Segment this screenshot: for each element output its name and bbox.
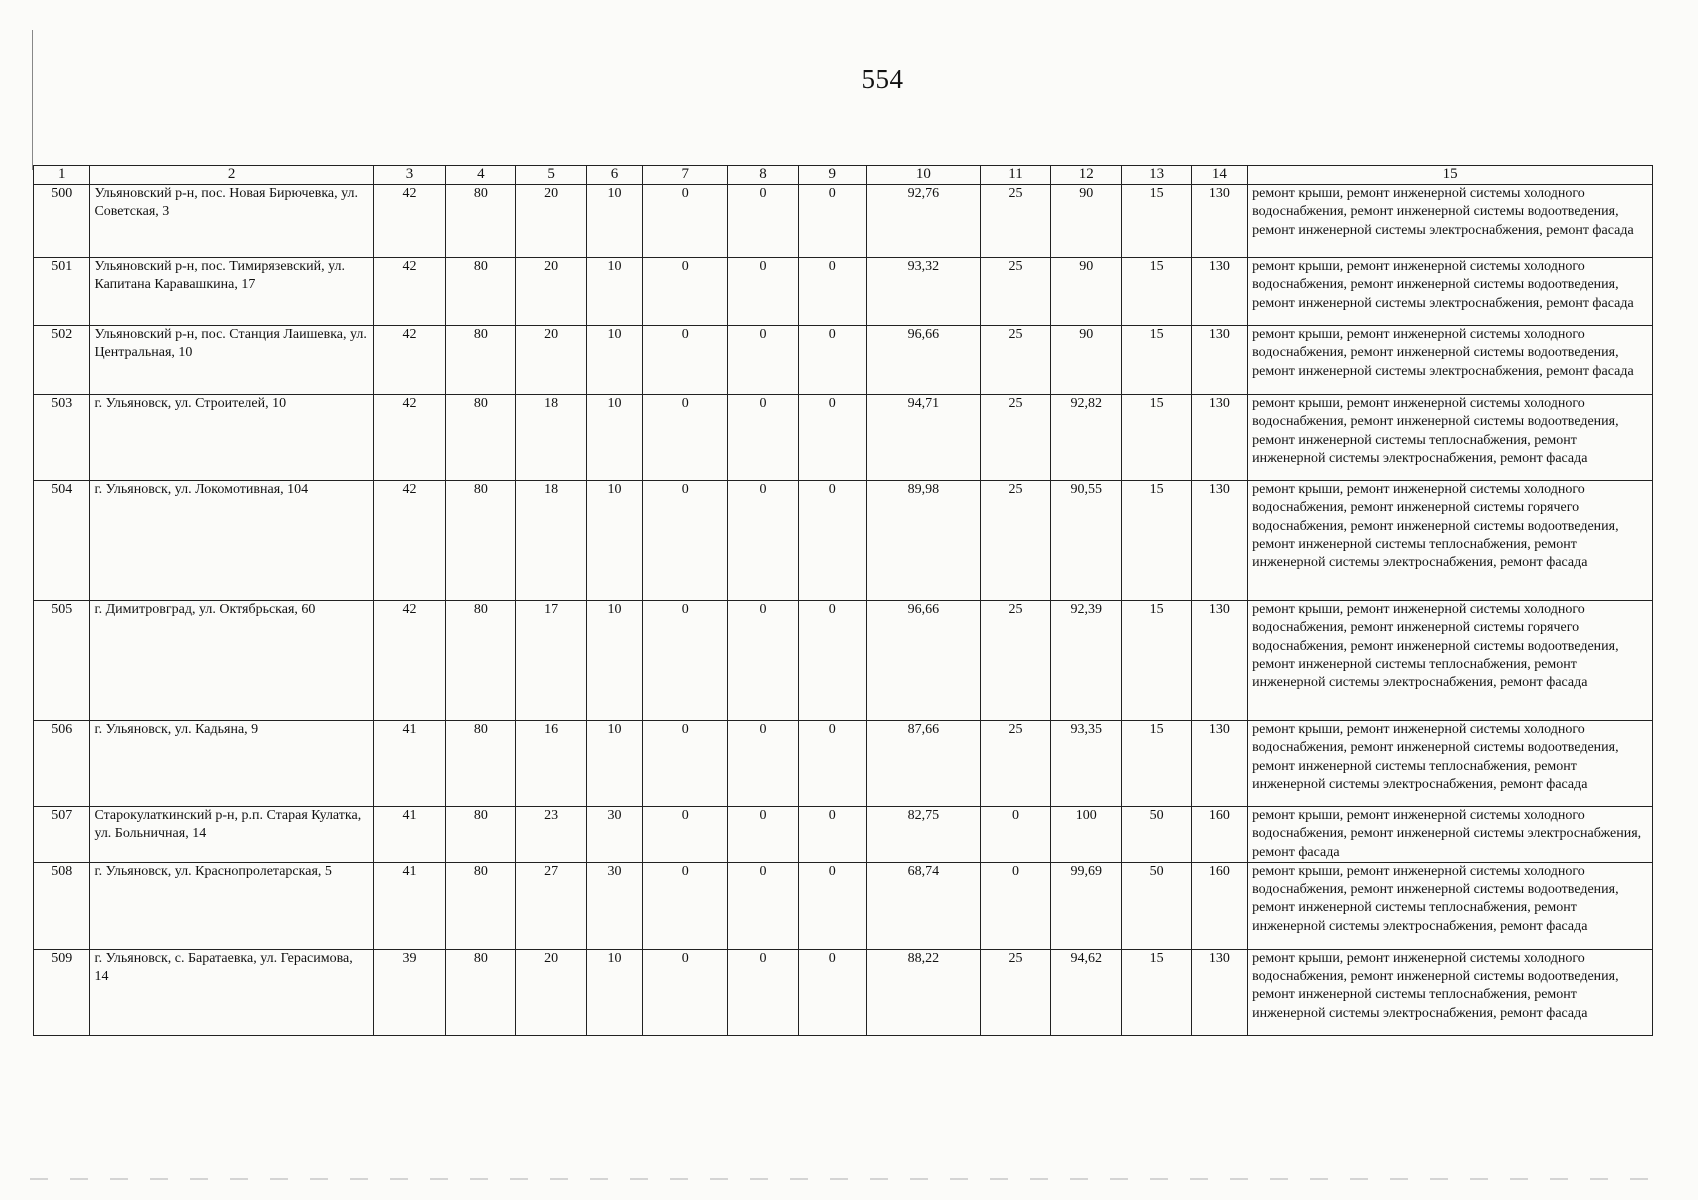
works-list: ремонт крыши, ремонт инженерной системы холодного водоснабжения, ремонт инженерной системы водоотведения, ремонт инженерной системы теплоснабжения, ремонт инженерной системы электроснабжения, ремонт фасада xyxy=(1248,949,1653,1035)
value-col-14: 130 xyxy=(1191,395,1247,481)
value-col-7: 0 xyxy=(643,395,728,481)
value-col-13: 15 xyxy=(1122,395,1191,481)
value-col-4: 80 xyxy=(446,481,516,601)
value-col-13: 15 xyxy=(1122,185,1191,258)
works-list: ремонт крыши, ремонт инженерной системы холодного водоснабжения, ремонт инженерной системы водоотведения, ремонт инженерной системы теплоснабжения, ремонт инженерной системы электроснабжения, ремонт фасада xyxy=(1248,721,1653,807)
column-header: 8 xyxy=(728,166,798,185)
value-col-7: 0 xyxy=(643,862,728,949)
value-col-5: 16 xyxy=(516,721,586,807)
value-col-6: 10 xyxy=(586,481,642,601)
value-col-7: 0 xyxy=(643,949,728,1035)
value-col-13: 50 xyxy=(1122,807,1191,863)
column-header: 2 xyxy=(90,166,373,185)
value-col-9: 0 xyxy=(798,326,866,395)
value-col-8: 0 xyxy=(728,326,798,395)
value-col-9: 0 xyxy=(798,862,866,949)
value-col-9: 0 xyxy=(798,258,866,326)
row-number: 509 xyxy=(34,949,90,1035)
column-header: 3 xyxy=(373,166,445,185)
value-col-12: 93,35 xyxy=(1051,721,1122,807)
value-col-14: 130 xyxy=(1191,481,1247,601)
margin-rule xyxy=(32,30,33,170)
value-col-6: 10 xyxy=(586,326,642,395)
table-row xyxy=(34,949,1653,1035)
value-col-3: 42 xyxy=(373,326,445,395)
value-col-4: 80 xyxy=(446,807,516,863)
column-header: 7 xyxy=(643,166,728,185)
value-col-11: 25 xyxy=(980,721,1050,807)
value-col-13: 15 xyxy=(1122,601,1191,721)
value-col-5: 23 xyxy=(516,807,586,863)
address: г. Ульяновск, ул. Краснопролетарская, 5 xyxy=(90,862,373,949)
value-col-11: 25 xyxy=(980,258,1050,326)
value-col-4: 80 xyxy=(446,949,516,1035)
value-col-8: 0 xyxy=(728,601,798,721)
value-col-6: 10 xyxy=(586,395,642,481)
value-col-8: 0 xyxy=(728,481,798,601)
value-col-6: 10 xyxy=(586,721,642,807)
column-header: 15 xyxy=(1248,166,1653,185)
row-number: 508 xyxy=(34,862,90,949)
value-col-10: 93,32 xyxy=(866,258,980,326)
value-col-10: 68,74 xyxy=(866,862,980,949)
address: Ульяновский р-н, пос. Новая Бирючевка, ул. Советская, 3 xyxy=(90,185,373,258)
value-col-3: 42 xyxy=(373,185,445,258)
works-list: ремонт крыши, ремонт инженерной системы холодного водоснабжения, ремонт инженерной системы водоотведения, ремонт инженерной системы теплоснабжения, ремонт инженерной системы электроснабжения, ремонт фасада xyxy=(1248,862,1653,949)
address: г. Ульяновск, ул. Кадьяна, 9 xyxy=(90,721,373,807)
value-col-4: 80 xyxy=(446,326,516,395)
table-row xyxy=(34,395,1653,481)
value-col-10: 82,75 xyxy=(866,807,980,863)
value-col-8: 0 xyxy=(728,185,798,258)
value-col-8: 0 xyxy=(728,862,798,949)
value-col-11: 25 xyxy=(980,949,1050,1035)
value-col-14: 130 xyxy=(1191,721,1247,807)
value-col-5: 20 xyxy=(516,185,586,258)
value-col-8: 0 xyxy=(728,721,798,807)
value-col-3: 42 xyxy=(373,258,445,326)
value-col-14: 160 xyxy=(1191,862,1247,949)
value-col-14: 130 xyxy=(1191,949,1247,1035)
value-col-10: 96,66 xyxy=(866,601,980,721)
value-col-10: 92,76 xyxy=(866,185,980,258)
row-number: 500 xyxy=(34,185,90,258)
value-col-5: 20 xyxy=(516,258,586,326)
value-col-7: 0 xyxy=(643,185,728,258)
row-number: 504 xyxy=(34,481,90,601)
value-col-9: 0 xyxy=(798,807,866,863)
works-list: ремонт крыши, ремонт инженерной системы холодного водоснабжения, ремонт инженерной системы водоотведения, ремонт инженерной системы электроснабжения, ремонт фасада xyxy=(1248,258,1653,326)
value-col-6: 10 xyxy=(586,258,642,326)
works-list: ремонт крыши, ремонт инженерной системы холодного водоснабжения, ремонт инженерной системы электроснабжения, ремонт фасада xyxy=(1248,807,1653,863)
value-col-11: 25 xyxy=(980,326,1050,395)
value-col-6: 30 xyxy=(586,862,642,949)
value-col-12: 92,39 xyxy=(1051,601,1122,721)
row-number: 503 xyxy=(34,395,90,481)
value-col-9: 0 xyxy=(798,601,866,721)
table-row xyxy=(34,258,1653,326)
column-header: 13 xyxy=(1122,166,1191,185)
table-row xyxy=(34,601,1653,721)
value-col-3: 42 xyxy=(373,601,445,721)
address: г. Ульяновск, с. Баратаевка, ул. Герасимова, 14 xyxy=(90,949,373,1035)
value-col-13: 15 xyxy=(1122,481,1191,601)
value-col-8: 0 xyxy=(728,395,798,481)
column-header: 6 xyxy=(586,166,642,185)
value-col-5: 17 xyxy=(516,601,586,721)
table-row xyxy=(34,185,1653,258)
value-col-9: 0 xyxy=(798,721,866,807)
value-col-12: 90,55 xyxy=(1051,481,1122,601)
value-col-11: 25 xyxy=(980,481,1050,601)
table-row xyxy=(34,481,1653,601)
value-col-9: 0 xyxy=(798,949,866,1035)
value-col-7: 0 xyxy=(643,807,728,863)
table-row xyxy=(34,326,1653,395)
column-header: 12 xyxy=(1051,166,1122,185)
value-col-5: 20 xyxy=(516,326,586,395)
value-col-11: 0 xyxy=(980,862,1050,949)
address: г. Димитровград, ул. Октябрьская, 60 xyxy=(90,601,373,721)
header-row xyxy=(34,166,1653,185)
value-col-12: 94,62 xyxy=(1051,949,1122,1035)
row-number: 507 xyxy=(34,807,90,863)
value-col-3: 39 xyxy=(373,949,445,1035)
works-list: ремонт крыши, ремонт инженерной системы холодного водоснабжения, ремонт инженерной системы горячего водоснабжения, ремонт инженерной системы водоотведения, ремонт инженерной системы теплоснабжения, ремонт инженерной системы электроснабжения, ремонт фасада xyxy=(1248,601,1653,721)
value-col-8: 0 xyxy=(728,258,798,326)
value-col-10: 94,71 xyxy=(866,395,980,481)
value-col-12: 90 xyxy=(1051,258,1122,326)
value-col-12: 100 xyxy=(1051,807,1122,863)
value-col-4: 80 xyxy=(446,721,516,807)
value-col-8: 0 xyxy=(728,949,798,1035)
address: г. Ульяновск, ул. Локомотивная, 104 xyxy=(90,481,373,601)
works-list: ремонт крыши, ремонт инженерной системы холодного водоснабжения, ремонт инженерной системы водоотведения, ремонт инженерной системы электроснабжения, ремонт фасада xyxy=(1248,185,1653,258)
column-header: 11 xyxy=(980,166,1050,185)
value-col-14: 160 xyxy=(1191,807,1247,863)
value-col-6: 10 xyxy=(586,185,642,258)
value-col-8: 0 xyxy=(728,807,798,863)
value-col-9: 0 xyxy=(798,481,866,601)
value-col-3: 41 xyxy=(373,862,445,949)
table-row xyxy=(34,862,1653,949)
value-col-12: 92,82 xyxy=(1051,395,1122,481)
value-col-5: 27 xyxy=(516,862,586,949)
value-col-5: 18 xyxy=(516,395,586,481)
value-col-5: 18 xyxy=(516,481,586,601)
row-number: 501 xyxy=(34,258,90,326)
table-row xyxy=(34,807,1653,863)
value-col-7: 0 xyxy=(643,481,728,601)
works-list: ремонт крыши, ремонт инженерной системы холодного водоснабжения, ремонт инженерной системы водоотведения, ремонт инженерной системы теплоснабжения, ремонт инженерной системы электроснабжения, ремонт фасада xyxy=(1248,395,1653,481)
row-number: 506 xyxy=(34,721,90,807)
value-col-13: 15 xyxy=(1122,258,1191,326)
value-col-13: 15 xyxy=(1122,949,1191,1035)
value-col-11: 25 xyxy=(980,601,1050,721)
address: Ульяновский р-н, пос. Станция Лаишевка, ул. Центральная, 10 xyxy=(90,326,373,395)
value-col-3: 42 xyxy=(373,481,445,601)
value-col-6: 10 xyxy=(586,601,642,721)
value-col-7: 0 xyxy=(643,601,728,721)
value-col-11: 25 xyxy=(980,185,1050,258)
value-col-14: 130 xyxy=(1191,258,1247,326)
value-col-10: 88,22 xyxy=(866,949,980,1035)
value-col-6: 10 xyxy=(586,949,642,1035)
value-col-6: 30 xyxy=(586,807,642,863)
value-col-13: 50 xyxy=(1122,862,1191,949)
value-col-3: 41 xyxy=(373,807,445,863)
value-col-14: 130 xyxy=(1191,185,1247,258)
row-number: 502 xyxy=(34,326,90,395)
page-number: 554 xyxy=(861,64,904,94)
value-col-7: 0 xyxy=(643,721,728,807)
value-col-7: 0 xyxy=(643,258,728,326)
value-col-4: 80 xyxy=(446,185,516,258)
value-col-10: 89,98 xyxy=(866,481,980,601)
address: г. Ульяновск, ул. Строителей, 10 xyxy=(90,395,373,481)
column-header: 5 xyxy=(516,166,586,185)
value-col-4: 80 xyxy=(446,862,516,949)
value-col-11: 0 xyxy=(980,807,1050,863)
column-header: 1 xyxy=(34,166,90,185)
value-col-3: 42 xyxy=(373,395,445,481)
scan-artifact xyxy=(30,1178,1660,1180)
registry-table xyxy=(33,165,1653,1036)
value-col-7: 0 xyxy=(643,326,728,395)
value-col-12: 99,69 xyxy=(1051,862,1122,949)
value-col-11: 25 xyxy=(980,395,1050,481)
column-header: 9 xyxy=(798,166,866,185)
value-col-10: 96,66 xyxy=(866,326,980,395)
column-header: 10 xyxy=(866,166,980,185)
address: Старокулаткинский р-н, р.п. Старая Кулатка, ул. Больничная, 14 xyxy=(90,807,373,863)
value-col-5: 20 xyxy=(516,949,586,1035)
value-col-13: 15 xyxy=(1122,721,1191,807)
value-col-4: 80 xyxy=(446,258,516,326)
works-list: ремонт крыши, ремонт инженерной системы холодного водоснабжения, ремонт инженерной системы горячего водоснабжения, ремонт инженерной системы водоотведения, ремонт инженерной системы теплоснабжения, ремонт инженерной системы электроснабжения, ремонт фасада xyxy=(1248,481,1653,601)
value-col-12: 90 xyxy=(1051,185,1122,258)
table-row xyxy=(34,721,1653,807)
value-col-3: 41 xyxy=(373,721,445,807)
value-col-9: 0 xyxy=(798,395,866,481)
column-header: 4 xyxy=(446,166,516,185)
column-header: 14 xyxy=(1191,166,1247,185)
value-col-14: 130 xyxy=(1191,326,1247,395)
row-number: 505 xyxy=(34,601,90,721)
value-col-4: 80 xyxy=(446,395,516,481)
value-col-12: 90 xyxy=(1051,326,1122,395)
value-col-4: 80 xyxy=(446,601,516,721)
value-col-10: 87,66 xyxy=(866,721,980,807)
value-col-14: 130 xyxy=(1191,601,1247,721)
works-list: ремонт крыши, ремонт инженерной системы холодного водоснабжения, ремонт инженерной системы водоотведения, ремонт инженерной системы электроснабжения, ремонт фасада xyxy=(1248,326,1653,395)
value-col-9: 0 xyxy=(798,185,866,258)
value-col-13: 15 xyxy=(1122,326,1191,395)
address: Ульяновский р-н, пос. Тимирязевский, ул. Капитана Каравашкина, 17 xyxy=(90,258,373,326)
